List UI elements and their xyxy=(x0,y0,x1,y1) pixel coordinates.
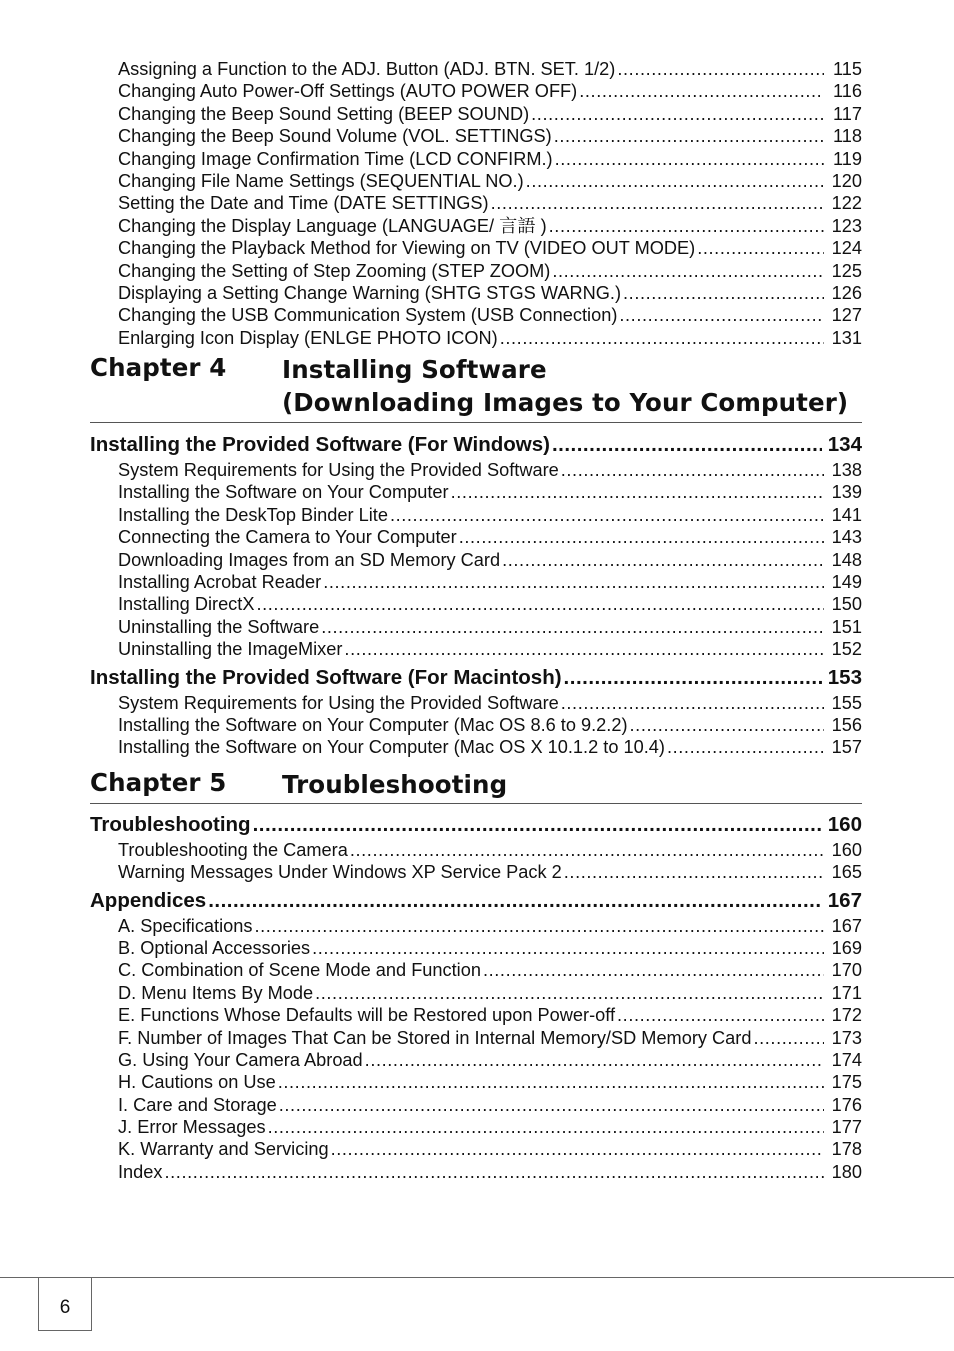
toc-section-title: Installing the Provided Software (For Macintosh) xyxy=(90,665,562,689)
toc-entry[interactable] xyxy=(90,1049,862,1071)
toc-entry-page: 160 xyxy=(831,839,862,860)
toc-entry-title: Installing DirectX xyxy=(118,594,255,615)
page-number-box xyxy=(38,1277,92,1331)
chapter-5-title-line: Troubleshooting xyxy=(282,769,508,799)
dot-leader xyxy=(561,459,824,481)
toc-entry-title: Changing Image Confirmation Time (LCD CONFIRM.) xyxy=(118,148,553,169)
toc-entry-title: H. Cautions on Use xyxy=(118,1072,276,1093)
toc-entry-page: 126 xyxy=(831,282,862,303)
toc-entry-page: 157 xyxy=(831,737,862,758)
toc-entry-page: 119 xyxy=(833,148,862,169)
toc-entry-title: Uninstalling the Software xyxy=(118,616,320,637)
dot-leader xyxy=(552,260,824,282)
dot-leader xyxy=(344,638,824,660)
dot-leader xyxy=(531,103,824,125)
toc-entry-page: 115 xyxy=(833,59,862,79)
dot-leader xyxy=(350,839,824,861)
dot-leader xyxy=(279,1094,824,1116)
toc-entry-title: Installing the Software on Your Computer (Mac OS X 10.1.2 to 10.4) xyxy=(118,737,665,758)
dot-leader xyxy=(365,1049,824,1071)
toc-entry-page: 178 xyxy=(831,1139,862,1160)
toc-entry-page: 122 xyxy=(831,193,862,214)
toc-entry-title: Changing File Name Settings (SEQUENTIAL NO.) xyxy=(118,170,524,191)
toc-entry-page: 169 xyxy=(831,937,862,958)
toc-entry[interactable] xyxy=(90,549,862,571)
toc-entry[interactable] xyxy=(90,80,862,102)
toc-entry-title: Uninstalling the ImageMixer xyxy=(118,639,343,660)
toc-section-page: 167 xyxy=(827,888,862,912)
dot-leader xyxy=(561,692,824,714)
toc-entry-page: 151 xyxy=(831,616,862,637)
toc-entry[interactable] xyxy=(90,215,862,237)
toc-entry-title: Changing the Display Language (LANGUAGE/ 言語 ) xyxy=(118,215,547,236)
toc-section-troubleshooting[interactable] xyxy=(90,810,862,839)
toc-entry-title: Installing the Software on Your Computer xyxy=(118,482,449,503)
toc-entry[interactable] xyxy=(90,571,862,593)
toc-entry-page: 165 xyxy=(831,862,862,883)
dot-leader xyxy=(459,526,824,548)
dot-leader xyxy=(256,593,824,615)
toc-entry[interactable] xyxy=(90,638,862,660)
toc-entry[interactable] xyxy=(90,692,862,714)
toc-section-page: 153 xyxy=(827,665,862,689)
toc-entry[interactable] xyxy=(90,504,862,526)
toc-entry-page: 148 xyxy=(831,549,862,570)
toc-section-page: 160 xyxy=(827,812,862,836)
toc-entry-title: Assigning a Function to the ADJ. Button (ADJ. BTN. SET. 1/2) xyxy=(118,59,616,79)
toc-section-title: Appendices xyxy=(90,888,207,912)
toc-entry-page: 150 xyxy=(831,594,862,615)
toc-intro-entries xyxy=(90,58,862,349)
toc-entry-title: Changing the Beep Sound Setting (BEEP SOUND) xyxy=(118,103,530,124)
toc-entry-page: 120 xyxy=(831,170,862,191)
toc-entry[interactable] xyxy=(90,714,862,736)
toc-entry[interactable] xyxy=(90,459,862,481)
toc-entry-page: 170 xyxy=(831,960,862,981)
toc-entry[interactable] xyxy=(90,915,862,937)
dot-leader xyxy=(253,810,822,839)
toc-entry-page: 175 xyxy=(831,1072,862,1093)
footer-rule xyxy=(0,1277,954,1278)
toc-entry-page: 152 xyxy=(831,639,862,660)
toc-entry-title: Connecting the Camera to Your Computer xyxy=(118,527,457,548)
toc-entry-title: Installing Acrobat Reader xyxy=(118,572,322,593)
dot-leader xyxy=(753,1027,824,1049)
dot-leader xyxy=(165,1161,825,1183)
dot-leader xyxy=(483,959,824,981)
toc-entry[interactable] xyxy=(90,959,862,981)
toc-entry[interactable] xyxy=(90,237,862,259)
dot-leader xyxy=(321,616,824,638)
toc-entry-page: 156 xyxy=(831,714,862,735)
toc-entry-title: A. Specifications xyxy=(118,915,253,936)
toc-entry-title: System Requirements for Using the Provided Software xyxy=(118,692,559,713)
dot-leader xyxy=(526,170,824,192)
dot-leader xyxy=(331,1138,824,1160)
toc-entry-page: 149 xyxy=(831,572,862,593)
toc-entry[interactable] xyxy=(90,937,862,959)
dot-leader xyxy=(312,937,824,959)
page-number: 6 xyxy=(59,1297,71,1318)
toc-entry[interactable] xyxy=(90,1161,862,1183)
dot-leader xyxy=(451,481,824,503)
toc-entry-page: 180 xyxy=(831,1161,862,1182)
toc-entry[interactable] xyxy=(90,282,862,304)
toc-entry[interactable] xyxy=(90,839,862,861)
toc-entry[interactable] xyxy=(90,103,862,125)
toc-entry-title: Setting the Date and Time (DATE SETTINGS) xyxy=(118,193,489,214)
chapter-5-title xyxy=(282,768,862,801)
toc-entry-page: 141 xyxy=(831,504,862,525)
toc-entry-page: 155 xyxy=(831,692,862,713)
toc-entry[interactable] xyxy=(90,125,862,147)
toc-entry-title: Installing the Software on Your Computer (Mac OS 8.6 to 9.2.2) xyxy=(118,714,628,735)
toc-entry-title: J. Error Messages xyxy=(118,1117,266,1138)
dot-leader xyxy=(390,504,824,526)
toc-entry-title: D. Menu Items By Mode xyxy=(118,982,314,1003)
toc-entry-title: System Requirements for Using the Provided Software xyxy=(118,460,559,481)
toc-entry[interactable] xyxy=(90,526,862,548)
toc-entry-title: C. Combination of Scene Mode and Function xyxy=(118,960,481,981)
toc-entry[interactable] xyxy=(90,861,862,883)
toc-entry[interactable] xyxy=(90,148,862,170)
toc-section-title: Installing the Provided Software (For Windows) xyxy=(90,433,550,457)
dot-leader xyxy=(630,714,824,736)
dot-leader xyxy=(564,663,822,692)
dot-leader xyxy=(579,80,824,102)
toc-entry[interactable] xyxy=(90,260,862,282)
toc-entry-title: Installing the DeskTop Binder Lite xyxy=(118,504,388,525)
toc-entry-title: Warning Messages Under Windows XP Service Pack 2 xyxy=(118,862,562,883)
toc-entry-title: Changing the Playback Method for Viewing on TV (VIDEO OUT MODE) xyxy=(118,238,696,259)
toc-entry-page: 124 xyxy=(831,238,862,259)
chapter-5-label: Chapter 5 xyxy=(90,767,227,797)
dot-leader xyxy=(667,736,824,758)
toc-entry-title: Changing Auto Power-Off Settings (AUTO POWER OFF) xyxy=(118,81,578,102)
toc-entry-page: 139 xyxy=(831,482,862,503)
toc-entry[interactable] xyxy=(90,58,862,80)
toc-entry-title: Displaying a Setting Change Warning (SHTG STGS WARNG.) xyxy=(118,282,622,303)
toc-entry[interactable] xyxy=(90,736,862,758)
dot-leader xyxy=(549,215,824,237)
toc-entry[interactable] xyxy=(90,1071,862,1093)
toc-entry-title: Index xyxy=(118,1161,163,1182)
dot-leader xyxy=(623,282,824,304)
toc-entry-page: 174 xyxy=(831,1049,862,1070)
toc-entry-title: F. Number of Images That Can be Stored in Internal Memory/SD Memory Card xyxy=(118,1027,752,1048)
toc-section-appendices[interactable] xyxy=(90,886,862,915)
toc-entry-page: 173 xyxy=(831,1027,862,1048)
dot-leader xyxy=(278,1071,824,1093)
dot-leader xyxy=(315,982,824,1004)
dot-leader xyxy=(491,192,824,214)
dot-leader xyxy=(208,886,822,915)
dot-leader xyxy=(268,1116,824,1138)
toc-entry[interactable] xyxy=(90,481,862,503)
chapter-5-heading xyxy=(90,768,862,804)
toc-entry-title: E. Functions Whose Defaults will be Restored upon Power-off xyxy=(118,1005,616,1026)
toc-entry[interactable] xyxy=(90,1138,862,1160)
toc-entry-title: Changing the USB Communication System (USB Connection) xyxy=(118,305,618,326)
toc-entry-page: 125 xyxy=(831,260,862,281)
toc-entry[interactable] xyxy=(90,616,862,638)
dot-leader xyxy=(619,304,824,326)
toc-entry-title: B. Optional Accessories xyxy=(118,937,311,958)
toc-entry-page: 143 xyxy=(831,527,862,548)
toc-entry-page: 171 xyxy=(831,982,862,1003)
toc-section-windows[interactable] xyxy=(90,430,862,459)
chapter-4-title xyxy=(282,353,862,419)
toc-entry[interactable] xyxy=(90,1004,862,1026)
toc-entry-page: 167 xyxy=(831,915,862,936)
toc-entry-title: Changing the Setting of Step Zooming (STEP ZOOM) xyxy=(118,260,551,281)
toc-entry-title: Enlarging Icon Display (ENLGE PHOTO ICON) xyxy=(118,327,498,348)
dot-leader xyxy=(697,237,824,259)
toc-section-title: Troubleshooting xyxy=(90,812,251,836)
dot-leader xyxy=(500,327,824,349)
dot-leader xyxy=(554,125,824,147)
dot-leader xyxy=(502,549,824,571)
toc-entry[interactable] xyxy=(90,593,862,615)
chapter-4-label: Chapter 4 xyxy=(90,353,227,383)
toc-entry-title: G. Using Your Camera Abroad xyxy=(118,1049,363,1070)
dot-leader xyxy=(564,861,824,883)
toc-entry[interactable] xyxy=(90,1116,862,1138)
dot-leader xyxy=(617,1004,824,1026)
dot-leader xyxy=(552,430,822,459)
toc-entry-page: 116 xyxy=(833,81,862,102)
dot-leader xyxy=(254,915,824,937)
toc-section-macintosh[interactable] xyxy=(90,663,862,692)
chapter-4-title-line-2: (Downloading Images to Your Computer) xyxy=(282,388,849,418)
toc-entry-page: 118 xyxy=(833,126,862,147)
toc-entry[interactable] xyxy=(90,170,862,192)
dot-leader xyxy=(617,58,824,80)
toc-entry-title: I. Care and Storage xyxy=(118,1094,277,1115)
toc-entry-page: 127 xyxy=(831,305,862,326)
chapter-4-heading xyxy=(90,353,862,423)
toc-entry-title: Changing the Beep Sound Volume (VOL. SETTINGS) xyxy=(118,126,552,147)
toc-entry[interactable] xyxy=(90,1027,862,1049)
toc-entry-page: 117 xyxy=(833,103,862,124)
toc-entry-page: 176 xyxy=(831,1094,862,1115)
toc-entry[interactable] xyxy=(90,192,862,214)
toc-entry-page: 177 xyxy=(831,1117,862,1138)
toc-entry-title: K. Warranty and Servicing xyxy=(118,1139,329,1160)
chapter-4-title-line-1: Installing Software xyxy=(282,355,547,385)
toc-entry[interactable] xyxy=(90,327,862,349)
toc-entry[interactable] xyxy=(90,304,862,326)
toc-entry-page: 138 xyxy=(831,460,862,481)
toc-entry[interactable] xyxy=(90,982,862,1004)
dot-leader xyxy=(323,571,824,593)
toc-entry-title: Troubleshooting the Camera xyxy=(118,839,348,860)
toc-entry-page: 131 xyxy=(831,327,862,348)
toc-entry-title: Downloading Images from an SD Memory Card xyxy=(118,549,501,570)
dot-leader xyxy=(555,148,824,170)
table-of-contents xyxy=(90,58,862,1183)
toc-entry-page: 172 xyxy=(831,1005,862,1026)
toc-entry-page: 123 xyxy=(831,215,862,236)
toc-section-page: 134 xyxy=(827,433,862,457)
toc-entry[interactable] xyxy=(90,1094,862,1116)
